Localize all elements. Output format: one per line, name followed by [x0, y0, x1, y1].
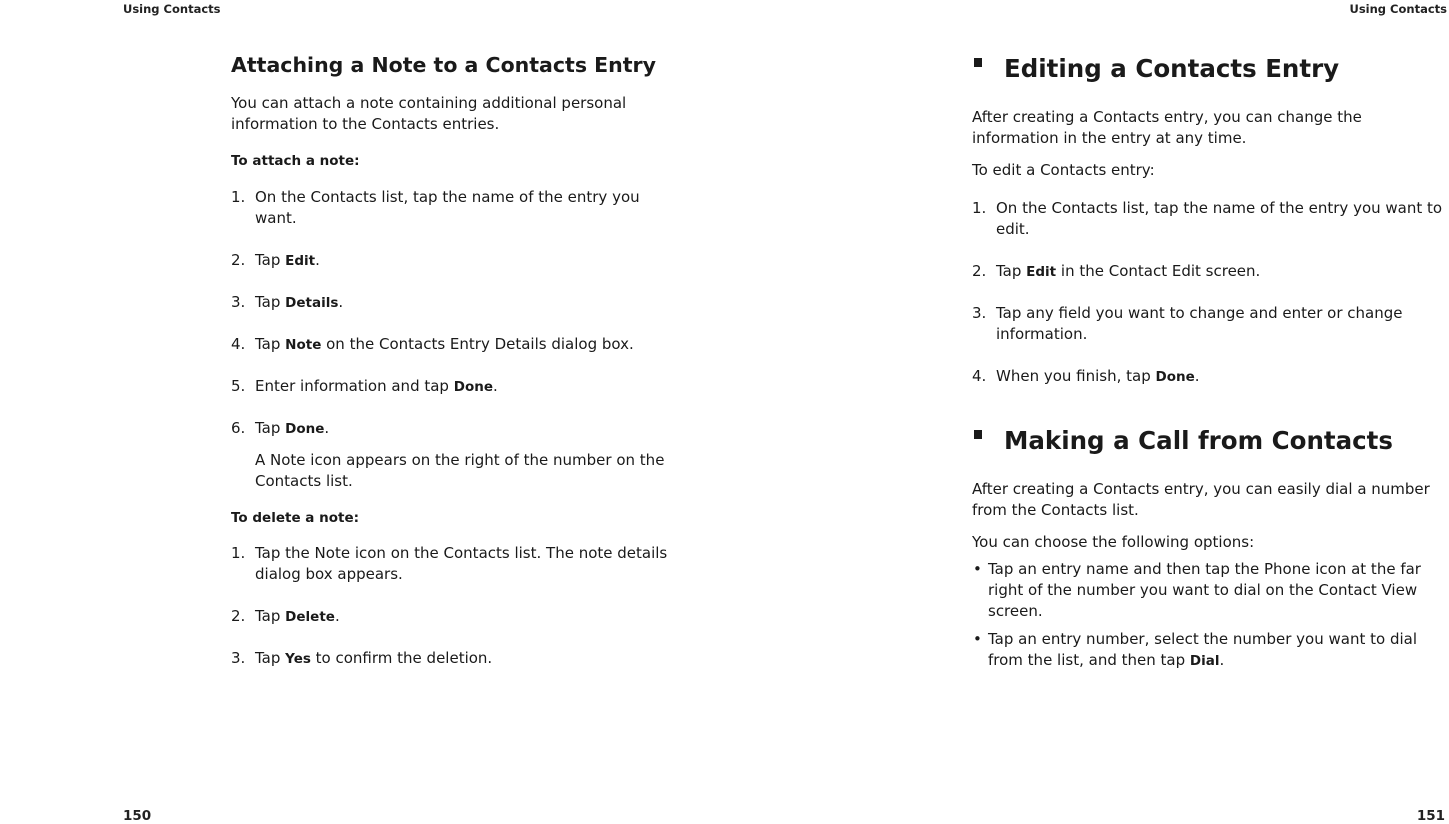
- attach-note-title: Attaching a Note to a Contacts Entry: [231, 53, 657, 77]
- editing-entry-title: Editing a Contacts Entry: [972, 52, 1448, 86]
- edit-step: 3. Tap any field you want to change and enter or change information.: [972, 304, 1403, 343]
- section-bullet-icon: [974, 58, 982, 67]
- delete-step: 1. Tap the Note icon on the Contacts list. The note details dialog box appears.: [231, 544, 668, 583]
- attach-step: 2. Tap Edit.: [231, 251, 320, 269]
- running-header-right: Using Contacts: [1349, 2, 1447, 16]
- attach-step: 1. On the Contacts list, tap the name of the entry you want.: [231, 188, 640, 227]
- attach-step: 5. Enter information and tap Done.: [231, 377, 498, 395]
- call-option: • Tap an entry name and then tap the Phone icon at the far right of the number you want to dial on the Contact View screen.: [973, 560, 1421, 620]
- attach-result-note: A Note icon appears on the right of the number on the Contacts list.: [255, 451, 665, 490]
- attach-steps-list: [231, 187, 711, 440]
- delete-note-subheading: To delete a note:: [231, 510, 360, 526]
- edit-steps-list: [972, 198, 1448, 388]
- delete-step: 3. Tap Yes to confirm the deletion.: [231, 649, 493, 667]
- page-number-right: 151: [1416, 808, 1445, 824]
- attach-step: 3. Tap Details.: [231, 293, 344, 311]
- making-call-lead: You can choose the following options:: [972, 533, 1255, 551]
- edit-step: 1. On the Contacts list, tap the name of the entry you want to edit.: [972, 199, 1443, 238]
- left-page-content: [231, 52, 711, 670]
- attach-note-subheading: To attach a note:: [231, 153, 360, 169]
- section-bullet-icon: [974, 430, 982, 439]
- making-call-title: Making a Call from Contacts: [972, 424, 1448, 458]
- making-call-intro: After creating a Contacts entry, you can easily dial a number from the Contacts list.: [972, 480, 1430, 519]
- edit-step: 2. Tap Edit in the Contact Edit screen.: [972, 262, 1261, 280]
- attach-step: 6. Tap Done.: [231, 419, 330, 437]
- delete-steps-list: [231, 543, 711, 670]
- bullet-icon: •: [973, 630, 982, 648]
- running-header-left: Using Contacts: [123, 2, 221, 16]
- editing-entry-intro: After creating a Contacts entry, you can change the information in the entry at any time.: [972, 108, 1362, 147]
- attach-note-intro: You can attach a note containing additional personal information to the Contacts entries.: [231, 94, 627, 133]
- bullet-icon: •: [973, 560, 982, 578]
- delete-step: 2. Tap Delete.: [231, 607, 340, 625]
- right-page-content: [972, 52, 1448, 672]
- call-option: • Tap an entry number, select the number you want to dial from the list, and then tap Dial.: [973, 630, 1417, 669]
- page-number-left: 150: [123, 808, 152, 824]
- call-options-list: [972, 559, 1448, 672]
- editing-entry-lead: To edit a Contacts entry:: [972, 161, 1155, 179]
- attach-step: 4. Tap Note on the Contacts Entry Details dialog box.: [231, 335, 634, 353]
- edit-step: 4. When you finish, tap Done.: [972, 367, 1200, 385]
